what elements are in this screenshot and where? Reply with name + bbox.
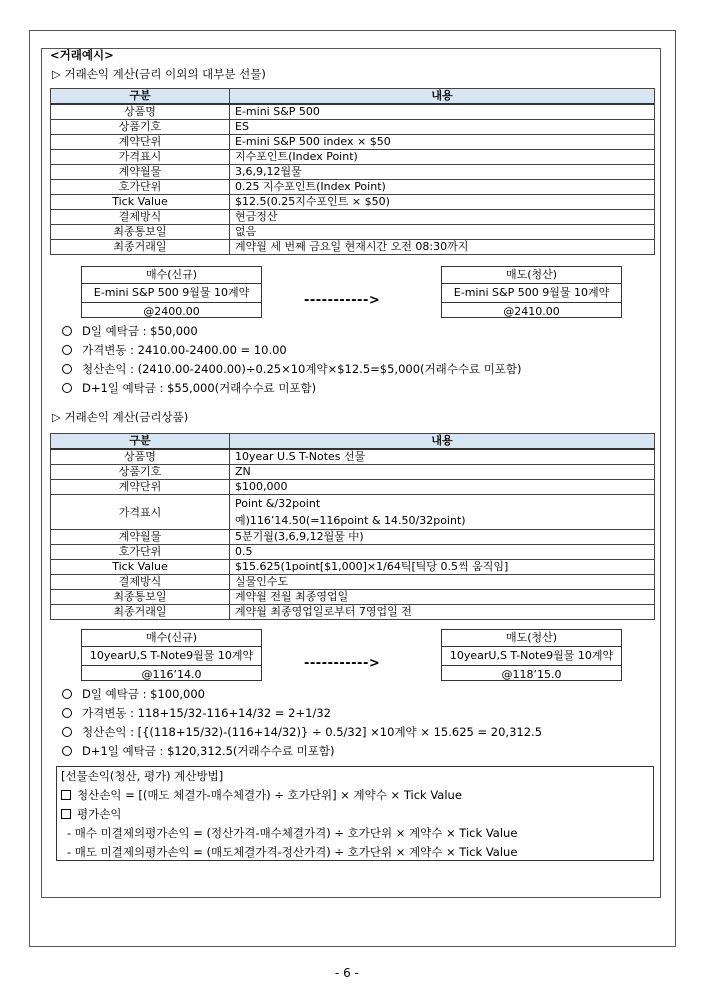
row-value: $12.5(0.25지수포인트 × $50) (230, 195, 655, 210)
row-value: ZN (230, 465, 655, 480)
sell-line1: E-mini S&P 500 9월물 10계약 (442, 284, 621, 303)
sell-title: 매도(청산) (442, 630, 621, 647)
row-label: 계약단위 (51, 480, 230, 495)
row-label: 호가단위 (51, 545, 230, 560)
row-value: 5분기월(3,6,9,12월물 中) (230, 530, 655, 545)
row-label: 계약단위 (51, 135, 230, 150)
row-label: 상품기호 (51, 465, 230, 480)
table-header-row (51, 89, 655, 105)
ex2-table (50, 433, 655, 620)
table-row (51, 495, 655, 530)
bullet-circle-icon (62, 326, 72, 336)
table-row (51, 530, 655, 545)
ex1-arrow: -----------> (304, 293, 381, 308)
header-content: 내용 (230, 89, 655, 105)
table-row (51, 560, 655, 575)
buy-line2: @2400.00 (143, 305, 200, 318)
row-value: 0.25 지수포인트(Index Point) (230, 180, 655, 195)
buy-line2: @116’14.0 (141, 668, 202, 681)
checkbox-square-icon (61, 809, 71, 819)
row-label: 상품기호 (51, 120, 230, 135)
ex1-table (50, 88, 655, 255)
method-box (56, 766, 654, 861)
row-value: 계약월 최종영업일로부터 7영업일 전 (230, 605, 655, 620)
ex2-bullet-1: D일 예탁금 : $100,000 (62, 689, 205, 701)
table-row (51, 465, 655, 480)
section-title: <거래예시> (50, 48, 114, 62)
header-content: 내용 (230, 434, 655, 450)
header-category: 구분 (51, 89, 230, 105)
buy-title: 매수(신규) (82, 267, 261, 284)
bullet-circle-icon (62, 746, 72, 756)
sell-line2: @2410.00 (503, 305, 560, 318)
row-value: 3,6,9,12월물 (230, 165, 655, 180)
ex2-arrow: -----------> (304, 656, 381, 671)
table-row (51, 195, 655, 210)
row-label: Tick Value (51, 195, 230, 210)
checkbox-square-icon (61, 790, 71, 800)
ex2-sell-box (441, 629, 622, 681)
sell-title: 매도(청산) (442, 267, 621, 284)
table-row (51, 120, 655, 135)
ex1-buy-box (81, 266, 262, 318)
ex2-buy-box (81, 629, 262, 681)
table-row (51, 180, 655, 195)
row-label: 계약월물 (51, 530, 230, 545)
bullet-circle-icon (62, 383, 72, 393)
row-label: 최종거래일 (51, 240, 230, 255)
table-row (51, 225, 655, 240)
row-label: Tick Value (51, 560, 230, 575)
method-settle: 청산손익 = [(매도 체결가-매수체결가) ÷ 호가단위] × 계약수 × Tick Value (61, 790, 462, 802)
method-buy-eval: - 매수 미결제의평가손익 = (정산가격-매수체결가격) ÷ 호가단위 × 계약수 × Tick Value (67, 826, 518, 840)
row-label: 결제방식 (51, 575, 230, 590)
row-value: 지수포인트(Index Point) (230, 150, 655, 165)
bullet-circle-icon (62, 708, 72, 718)
ex2-bullet-4: D+1일 예탁금 : $120,312.5(거래수수료 미포함) (62, 746, 334, 758)
table-header-row (51, 434, 655, 450)
header-category: 구분 (51, 434, 230, 450)
row-value: $15.625(1point[$1,000]×1/64틱[틱당 0.5씩 움직임] (230, 560, 655, 575)
row-value: $100,000 (230, 480, 655, 495)
method-eval-title: 평가손익 (61, 809, 121, 821)
row-label: 호가단위 (51, 180, 230, 195)
sell-line2: @118’15.0 (501, 668, 562, 681)
bullet-circle-icon (62, 689, 72, 699)
row-value: 계약월 전월 최종영업일 (230, 590, 655, 605)
bullet-circle-icon (62, 727, 72, 737)
table-row (51, 165, 655, 180)
row-label: 가격표시 (51, 150, 230, 165)
ex2-bullet-3: 청산손익 : [{(118+15/32)-(116+14/32)} ÷ 0.5/32] ×10계약 × 15.625 = 20,312.5 (62, 727, 542, 739)
row-value: 0.5 (230, 545, 655, 560)
table-row (51, 480, 655, 495)
row-label: 최종통보일 (51, 590, 230, 605)
method-title: [선물손익(청산, 평가) 계산방법] (61, 769, 224, 783)
table-row (51, 590, 655, 605)
buy-title: 매수(신규) (82, 630, 261, 647)
row-label: 최종통보일 (51, 225, 230, 240)
bullet-circle-icon (62, 364, 72, 374)
ex1-bullet-3: 청산손익 : (2410.00-2400.00)÷0.25×10계약×$12.5=$5,000(거래수수료 미포함) (62, 364, 522, 376)
ex2-heading: ▷ 거래손익 계산(금리상품) (52, 410, 189, 424)
row-value-line: Point &/32point (235, 497, 321, 510)
table-row (51, 150, 655, 165)
row-label: 최종거래일 (51, 605, 230, 620)
table-row (51, 135, 655, 150)
row-value-line: 예)116’14.50(=116point & 14.50/32point) (235, 514, 466, 527)
row-value: 계약월 세 번째 금요일 현재시간 오전 08:30까지 (230, 240, 655, 255)
row-value: 10year U.S T-Notes 선물 (230, 449, 655, 465)
row-label: 결제방식 (51, 210, 230, 225)
row-label: 상품명 (51, 449, 230, 465)
bullet-circle-icon (62, 345, 72, 355)
ex2-bullet-2: 가격변동 : 118+15/32-116+14/32 = 2+1/32 (62, 708, 331, 720)
ex1-bullet-1: D일 예탁금 : $50,000 (62, 326, 198, 338)
row-label: 상품명 (51, 104, 230, 120)
row-value: 실물인수도 (230, 575, 655, 590)
row-label: 계약월물 (51, 165, 230, 180)
row-value: ES (230, 120, 655, 135)
page-number: - 6 - (335, 966, 359, 980)
ex1-bullet-4: D+1일 예탁금 : $55,000(거래수수료 미포함) (62, 383, 316, 395)
ex1-heading: ▷ 거래손익 계산(금리 이외의 대부분 선물) (52, 67, 266, 81)
table-row (51, 240, 655, 255)
row-value (230, 495, 655, 530)
row-value: E-mini S&P 500 index × $50 (230, 135, 655, 150)
ex1-bullet-2: 가격변동 : 2410.00-2400.00 = 10.00 (62, 345, 287, 357)
ex1-sell-box (441, 266, 622, 318)
table-row (51, 575, 655, 590)
table-row (51, 210, 655, 225)
table-row (51, 449, 655, 465)
row-label: 가격표시 (51, 495, 230, 530)
buy-line1: E-mini S&P 500 9월물 10계약 (82, 284, 261, 303)
row-value: 현금정산 (230, 210, 655, 225)
table-row (51, 605, 655, 620)
table-row (51, 104, 655, 120)
method-sell-eval: - 매도 미결제의평가손익 = (매도체결가격-정산가격) ÷ 호가단위 × 계약수 × Tick Value (67, 845, 518, 859)
row-value: 없음 (230, 225, 655, 240)
table-row (51, 545, 655, 560)
sell-line1: 10yearU,S T-Note9월물 10계약 (442, 647, 621, 666)
row-value: E-mini S&P 500 (230, 104, 655, 120)
buy-line1: 10yearU,S T-Note9월물 10계약 (82, 647, 261, 666)
